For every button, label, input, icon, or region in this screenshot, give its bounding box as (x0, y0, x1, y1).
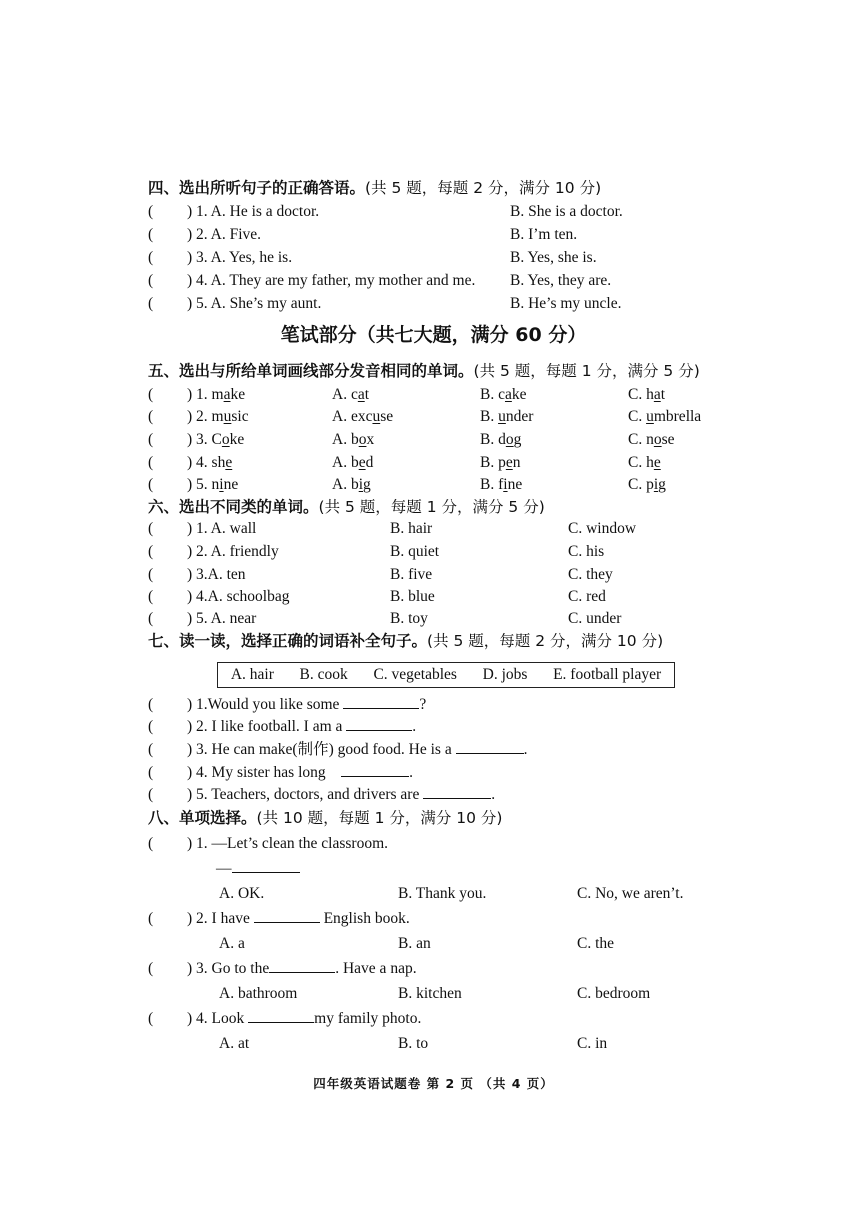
s4-item-2: ( ) 2. A. Five. B. I’m ten. (148, 226, 578, 243)
word-bank-option: E. football player (553, 666, 662, 683)
s4-item-3: ( ) 3. A. Yes, he is. B. Yes, she is. (148, 249, 597, 266)
word-bank-option: C. vegetables (373, 666, 457, 683)
answer-blank[interactable] (254, 908, 320, 923)
answer-blank[interactable] (423, 784, 491, 799)
section-5-heading: 五、选出与所给单词画线部分发音相同的单词。(共 5 题，每题 1 分，满分 5 分) (148, 362, 700, 380)
answer-blank[interactable] (346, 716, 412, 731)
s8-q4-options: A. at B. to C. in (219, 1035, 608, 1052)
s4-item-5: ( ) 5. A. She’s my aunt. B. He’s my uncle. (148, 295, 622, 312)
s5-item-4: ( ) 4. she A. bed B. pen C. he (148, 454, 661, 471)
answer-blank[interactable] (456, 739, 524, 754)
s5-item-5: ( ) 5. nine A. big B. fine C. pig (148, 476, 666, 493)
s5-item-3: ( ) 3. Coke A. box B. dog C. nose (148, 431, 675, 448)
answer-blank[interactable] (232, 858, 300, 873)
answer-blank[interactable] (343, 694, 419, 709)
s5-item-2: ( ) 2. music A. excuse B. under C. umbrella (148, 408, 702, 425)
s4-item-4: ( ) 4. A. They are my father, my mother and me. B. Yes, they are. (148, 272, 612, 289)
written-section-title: 笔试部分（共七大题，满分 60 分） (280, 324, 587, 346)
s8-q2: ( ) 2. I have English book. (148, 910, 410, 927)
answer-blank[interactable] (341, 762, 409, 777)
answer-blank[interactable] (269, 958, 335, 973)
s6-item-3: ( ) 3.A. ten B. five C. they (148, 566, 613, 583)
s7-item-2: ( ) 2. I like football. I am a . (148, 718, 417, 735)
s8-q1-options: A. OK. B. Thank you. C. No, we aren’t. (219, 885, 684, 902)
s8-q3-options: A. bathroom B. kitchen C. bedroom (219, 985, 651, 1002)
s7-item-4: ( ) 4. My sister has long . (148, 764, 414, 781)
word-bank-box (217, 662, 675, 688)
s8-q3: ( ) 3. Go to the . Have a nap. (148, 960, 417, 977)
s8-q4: ( ) 4. Look my family photo. (148, 1010, 422, 1027)
s6-item-5: ( ) 5. A. near B. toy C. under (148, 610, 622, 627)
s8-q1-response: — (0, 858, 867, 880)
section-7-heading: 七、读一读，选择正确的词语补全句子。(共 5 题，每题 2 分，满分 10 分) (148, 632, 664, 650)
s6-item-4: ( ) 4.A. schoolbag B. blue C. red (148, 588, 606, 605)
section-6-heading: 六、选出不同类的单词。(共 5 题，每题 1 分，满分 5 分) (148, 498, 545, 516)
s7-item-3: ( ) 3. He can make(制作) good food. He is a . (148, 741, 528, 758)
s5-item-1: ( ) 1. make A. cat B. cake C. hat (148, 386, 666, 403)
s8-q2-options: A. a B. an C. the (219, 935, 615, 952)
word-bank-option: B. cook (299, 666, 348, 683)
s8-q1: ( ) 1. —Let’s clean the classroom. (148, 835, 389, 852)
answer-blank[interactable] (248, 1008, 314, 1023)
word-bank-option: A. hair (230, 666, 274, 683)
word-bank-option: D. jobs (482, 666, 528, 683)
s6-item-2: ( ) 2. A. friendly B. quiet C. his (148, 543, 605, 560)
s7-item-1: ( ) 1.Would you like some ? (148, 696, 427, 713)
s6-item-1: ( ) 1. A. wall B. hair C. window (148, 520, 637, 537)
s7-item-5: ( ) 5. Teachers, doctors, and drivers are . (148, 786, 496, 803)
section-4-heading: 四、选出所听句子的正确答语。(共 5 题，每题 2 分，满分 10 分) (148, 179, 602, 197)
page-footer: 四年级英语试题卷 第 2 页 （共 4 页） (313, 1076, 554, 1091)
s4-item-1: ( ) 1. A. He is a doctor. B. She is a doctor. (148, 203, 623, 220)
section-8-heading: 八、单项选择。(共 10 题，每题 1 分，满分 10 分) (148, 809, 503, 827)
